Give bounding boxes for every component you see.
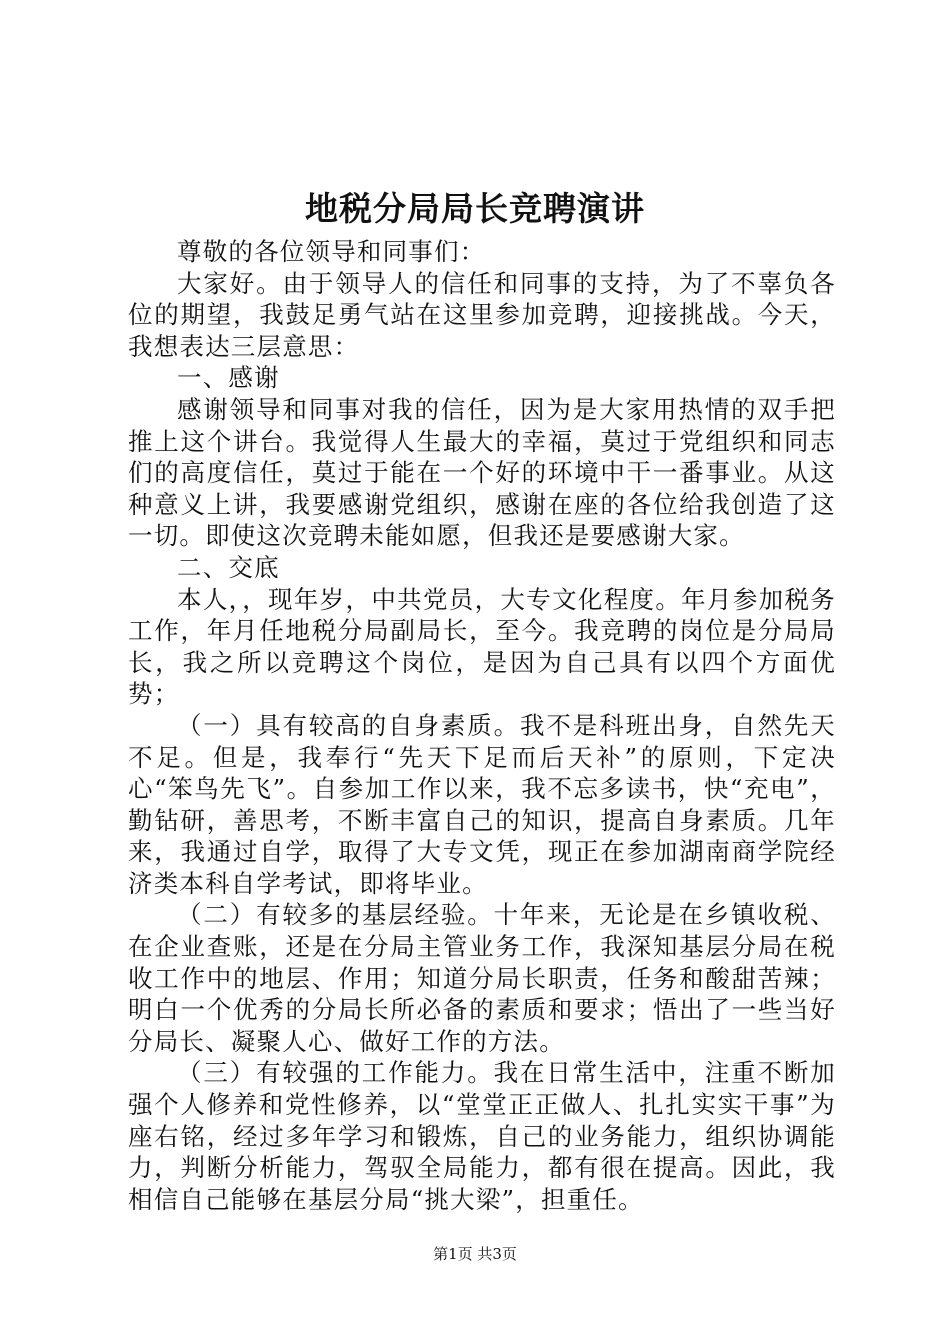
paragraph-greeting: 大家好。由于领导人的信任和同事的支持，为了不辜负各位的期望，我鼓足勇气站在这里参加竞聘，迎接挑战。今天，我想表达三层意思： [128,268,836,361]
paragraph-advantage-1: （一）具有较高的自身素质。我不是科班出身，自然先天不足。但是，我奉行“先天下足而后天补”的原则，下定决心“笨鸟先飞”。自参加工作以来，我不忘多读书，快“充电”，勤钻研，善思考，不断丰富自己的知识，提高自身素质。几年来，我通过自学，取得了大专文凭，现正在参加湖南商学院经济类本科自学考试，即将毕业。 [128,710,836,898]
page-footer: 第1页 共3页 [433,1245,517,1263]
paragraph-salutation: 尊敬的各位领导和同事们： [177,237,486,266]
paragraph-advantage-3: （三）有较强的工作能力。我在日常生活中，注重不断加强个人修养和党性修养，以“堂堂正正做人、扎扎实实干事”为座右铭，经过多年学习和锻炼，自己的业务能力，组织协调能力，判断分析能力，驾驭全局能力，都有很在提高。因此，我相信自己能够在基层分局“挑大梁”，担重任。 [128,1058,836,1214]
paragraph-advantage-2: （二）有较多的基层经验。十年来，无论是在乡镇收税、在企业查账，还是在分局主管业务工作，我深知基层分局在税收工作中的地层、作用；知道分局长职责，任务和酸甜苦辣；明白一个优秀的分局长所必备的素质和要求；悟出了一些当好分局长、凝聚人心、做好工作的方法。 [128,900,836,1056]
section-heading-thanks: 一、感谢 [177,363,280,393]
paragraph-background: 本人，，现年岁，中共党员，大专文化程度。年月参加税务工作，年月任地税分局副局长，至今。我竞聘的岗位是分局局长，我之所以竞聘这个岗位，是因为自己具有以四个方面优势； [128,584,836,709]
document-title: 地税分局局长竞聘演讲 [305,189,645,228]
paragraph-thanks: 感谢领导和同事对我的信任，因为是大家用热情的双手把推上这个讲台。我觉得人生最大的幸福，莫过于党组织和同志们的高度信任，莫过于能在一个好的环境中干一番事业。从这种意义上讲，我要感谢党组织，感谢在座的各位给我创造了这一切。即使这次竞聘未能如愿，但我还是要感谢大家。 [128,394,836,551]
document-body [128,236,836,1215]
section-heading-background: 二、交底 [177,552,280,582]
